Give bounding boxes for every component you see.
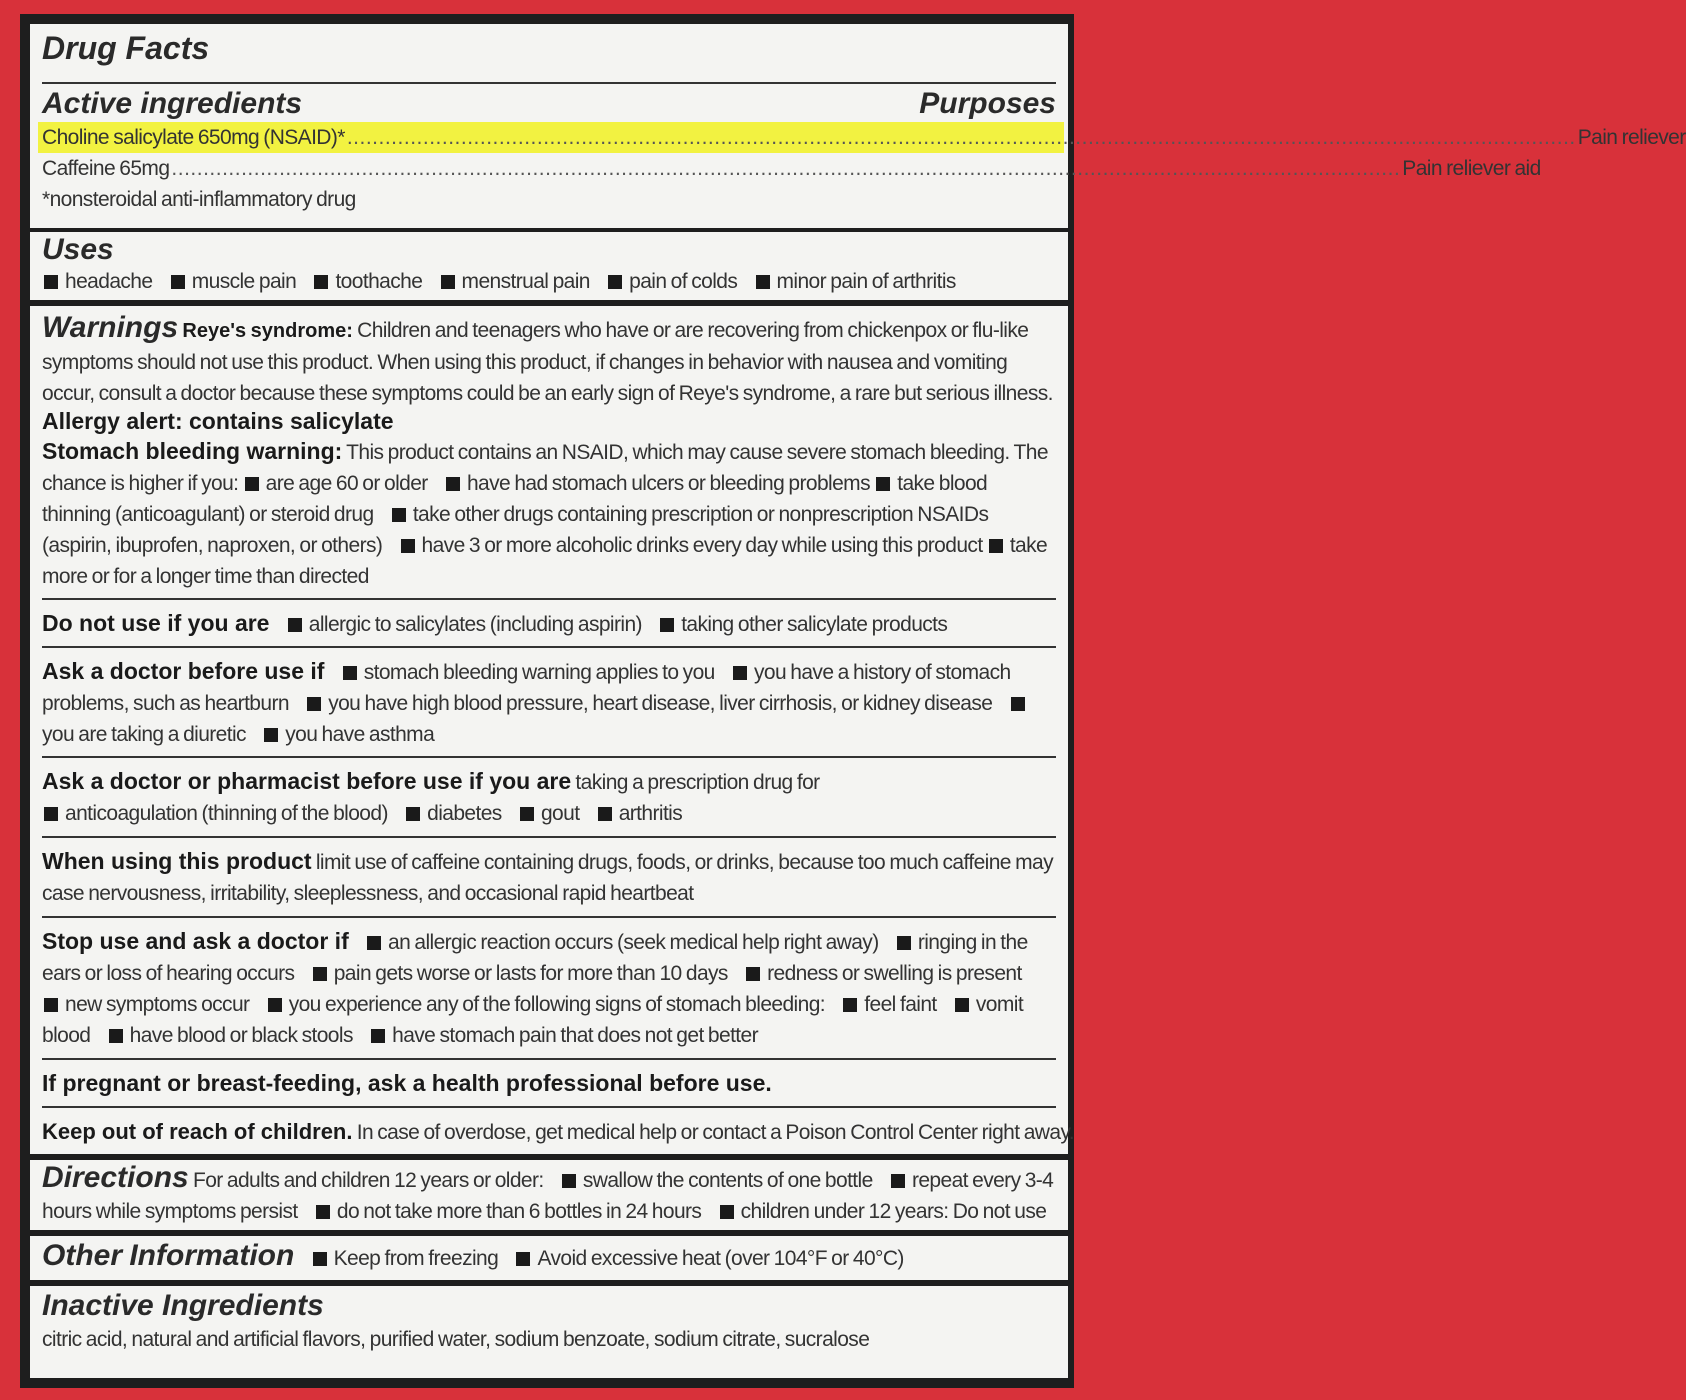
leader-dots: .................................................................................................................................................................................................. — [171, 157, 1401, 180]
bullet-icon — [401, 539, 415, 553]
direction-item: repeat every 3-4 hours while symptoms persist — [42, 1169, 1054, 1223]
bullet-icon — [989, 539, 1003, 553]
inactive-ingredients-section — [30, 1286, 1068, 1378]
reye-label: Reye's syndrome: — [182, 320, 353, 342]
footnote: *nonsteroidal anti-inflammatory drug — [42, 188, 356, 211]
bullet-icon — [660, 618, 674, 632]
stomach-label: Stomach bleeding warning: — [42, 438, 343, 464]
bullet-icon — [371, 1029, 385, 1043]
bullet-icon — [313, 967, 327, 981]
chance-item: have had stomach ulcers or bleeding problems — [466, 472, 870, 495]
reye-text: Children and teenagers who have or are recovering from chickenpox or flu-like symptoms should not use this product. When using this product, if changes in behavior with nausea and vomiting occur, consult a doctor because these symptoms could be an early sign of Reye's syndrome, a rare but serious illness. — [42, 319, 1053, 405]
ask-pharmacist-item: diabetes — [427, 802, 502, 825]
bullet-icon — [516, 1252, 530, 1266]
bullet-icon — [314, 275, 328, 289]
ingredient-row — [38, 122, 1686, 153]
bullet-icon — [44, 998, 58, 1012]
stop-use-paragraph — [42, 926, 1060, 1051]
uses-list — [42, 266, 1060, 297]
rule — [42, 598, 1056, 600]
ask-doctor-item: you are taking a diuretic — [42, 723, 246, 746]
drug-facts-title: Drug Facts — [42, 30, 210, 66]
leader-dots: .................................................................................................................................................................................................. — [346, 126, 1576, 149]
bullet-icon — [746, 967, 760, 981]
ingredient-name: Choline salicylate 650mg (NSAID)* — [42, 126, 345, 149]
ask-doctor-item: you have asthma — [285, 723, 435, 746]
uses-title: Uses — [42, 233, 114, 266]
bullet-icon — [171, 275, 185, 289]
bullet-icon — [44, 275, 58, 289]
ask-doctor-paragraph — [42, 656, 1060, 750]
warnings-title: Warnings — [42, 311, 179, 344]
rule — [42, 916, 1056, 918]
stop-use-item: you experience any of the following signs of stomach bleeding: — [288, 993, 826, 1016]
do-not-use-item: allergic to salicylates (including aspirin) — [308, 613, 642, 636]
stomach-text: This product contains an NSAID, which may cause severe stomach bleeding. — [346, 441, 1010, 464]
ask-pharmacist-item: anticoagulation (thinning of the blood) — [65, 802, 388, 825]
bullet-icon — [367, 936, 381, 950]
ask-doctor-label: Ask a doctor before use if — [42, 658, 325, 684]
drug-facts-section — [30, 24, 1686, 228]
directions-section — [30, 1160, 1068, 1230]
bullet-icon — [598, 807, 612, 821]
directions-title: Directions — [42, 1161, 189, 1194]
keep-out-paragraph — [42, 1116, 1075, 1148]
pregnancy-warning: If pregnant or breast-feeding, ask a health professional before use. — [42, 1070, 772, 1096]
directions-intro: For adults and children 12 years or older: — [192, 1169, 544, 1192]
allergy-alert: Allergy alert: contains salicylate — [42, 408, 394, 434]
direction-item: do not take more than 6 bottles in 24 hours — [336, 1200, 702, 1223]
bullet-icon — [876, 477, 890, 491]
chance-item: have 3 or more alcoholic drinks every day while using this product — [421, 534, 983, 557]
chance-item: take blood thinning (anticoagulant) or steroid drug — [42, 472, 988, 526]
ingredient-name: Caffeine 65mg — [42, 157, 170, 180]
bullet-icon — [441, 275, 455, 289]
bullet-icon — [733, 666, 747, 680]
bullet-icon — [955, 998, 969, 1012]
use-item: muscle pain — [191, 270, 297, 293]
inactive-ingredients-title: Inactive Ingredients — [42, 1289, 324, 1322]
stop-use-label: Stop use and ask a doctor if — [42, 928, 349, 954]
use-item: pain of colds — [629, 270, 738, 293]
stop-use-item: ringing in the ears or loss of hearing occurs — [42, 931, 1028, 985]
stop-use-item: an allergic reaction occurs (seek medical help right away) — [387, 931, 879, 954]
use-item: toothache — [335, 270, 423, 293]
warnings-section — [30, 306, 1075, 1154]
other-info-row — [42, 1240, 1060, 1274]
do-not-use-label: Do not use if you are — [42, 610, 270, 636]
bullet-icon — [891, 1174, 905, 1188]
bullet-icon — [245, 477, 259, 491]
bullet-icon — [1011, 697, 1025, 711]
active-ingredients-header: Active ingredients — [42, 87, 303, 120]
ask-pharmacist-label: Ask a doctor or pharmacist before use if you are — [42, 768, 572, 794]
rule — [42, 646, 1056, 648]
other-info-item: Avoid excessive heat (over 104°F or 40°C) — [537, 1247, 904, 1270]
use-item: headache — [65, 270, 153, 293]
use-item: menstrual pain — [461, 270, 590, 293]
stop-use-item: vomit blood — [42, 993, 1024, 1047]
rule — [42, 82, 1056, 84]
do-not-use-paragraph — [42, 608, 1060, 640]
bullet-icon — [843, 998, 857, 1012]
ask-pharmacist-item: arthritis — [618, 802, 683, 825]
ingredient-row — [42, 153, 1541, 184]
chance-item: are age 60 or older — [265, 472, 428, 495]
bullet-icon — [44, 807, 58, 821]
bullet-icon — [608, 275, 622, 289]
directions-paragraph — [42, 1162, 1060, 1227]
rule — [42, 756, 1056, 758]
chance-item: take more or for a longer time than directed — [42, 534, 1048, 588]
use-item: minor pain of arthritis — [776, 270, 956, 293]
bullet-icon — [520, 807, 534, 821]
ingredient-purpose: Pain reliever — [1577, 126, 1686, 149]
bullet-icon — [720, 1205, 734, 1219]
bullet-icon — [406, 807, 420, 821]
stop-use-item: redness or swelling is present — [767, 962, 1022, 985]
bullet-icon — [562, 1174, 576, 1188]
rule — [42, 836, 1056, 838]
when-using-text: limit use of caffeine containing drugs, foods, or drinks, because too much caffeine may case nervousness, irritability, sleeplessness, and occasional rapid heartbeat — [42, 851, 1053, 905]
ingredient-purpose: Pain reliever aid — [1402, 157, 1541, 180]
stop-use-item: pain gets worse or lasts for more than 10 days — [333, 962, 728, 985]
bullet-icon — [756, 275, 770, 289]
other-info-item: Keep from freezing — [333, 1247, 499, 1270]
bullet-icon — [307, 697, 321, 711]
chance-item: take other drugs containing prescription or nonprescription NSAIDs (aspirin, ibuprofen, naproxen, or others) — [42, 503, 989, 557]
ask-doctor-item: you have high blood pressure, heart disease, liver cirrhosis, or kidney disease — [328, 692, 993, 715]
stop-use-item: have blood or black stools — [129, 1024, 353, 1047]
bullet-icon — [343, 666, 357, 680]
ask-pharmacist-item: gout — [540, 802, 580, 825]
stop-use-item: feel faint — [864, 993, 937, 1016]
rule — [42, 1106, 1056, 1108]
ask-pharmacist-text: taking a prescription drug for — [575, 771, 820, 794]
ask-doctor-item: stomach bleeding warning applies to you — [363, 661, 715, 684]
bullet-icon — [313, 1252, 327, 1266]
inactive-ingredients-text: citric acid, natural and artificial flavors, purified water, sodium benzoate, sodium citrate, sucralose — [42, 1328, 870, 1351]
bullet-icon — [264, 728, 278, 742]
bullet-icon — [897, 936, 911, 950]
when-using-paragraph — [42, 846, 1060, 909]
keep-out-label: Keep out of reach of children. — [42, 1119, 353, 1144]
bullet-icon — [316, 1205, 330, 1219]
stomach-bleeding-paragraph — [42, 436, 1060, 592]
bullet-icon — [268, 998, 282, 1012]
other-info-title: Other Information — [42, 1239, 295, 1272]
reye-paragraph — [42, 312, 1060, 409]
chance-text: The chance is higher if you: — [42, 441, 1048, 495]
bullet-icon — [446, 477, 460, 491]
keep-out-text: In case of overdose, get medical help or contact a Poison Control Center right away. — [356, 1121, 1075, 1144]
stop-use-item: have stomach pain that does not get better — [392, 1024, 759, 1047]
direction-item: swallow the contents of one bottle — [582, 1169, 873, 1192]
purposes-header: Purposes — [919, 87, 1056, 120]
bullet-icon — [288, 618, 302, 632]
stop-use-item: new symptoms occur — [65, 993, 250, 1016]
bullet-icon — [109, 1029, 123, 1043]
other-info-section — [30, 1236, 1068, 1280]
when-using-label: When using this product — [42, 848, 312, 874]
direction-item: children under 12 years: Do not use — [740, 1200, 1047, 1223]
ask-doctor-item: you have a history of stomach problems, such as heartburn — [42, 661, 1011, 715]
ask-pharmacist-paragraph — [42, 766, 1060, 829]
do-not-use-item: taking other salicylate products — [681, 613, 948, 636]
bullet-icon — [392, 508, 406, 522]
uses-section — [30, 232, 1068, 300]
rule — [42, 1058, 1056, 1060]
drug-facts-panel — [20, 14, 1686, 1388]
